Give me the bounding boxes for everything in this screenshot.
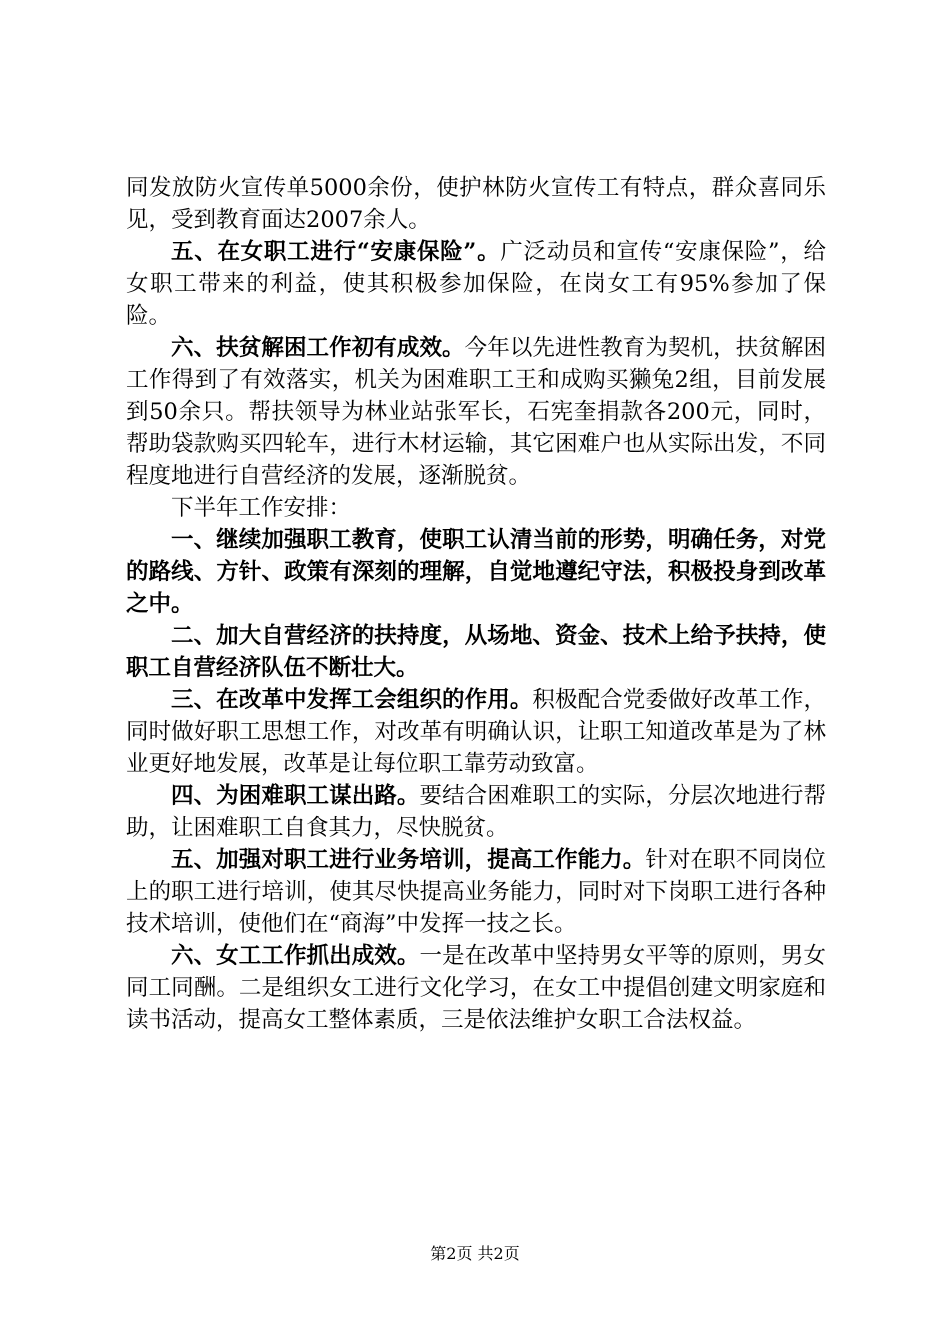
paragraph-text: 下半年工作安排： — [171, 495, 352, 521]
paragraph-plan-4 — [126, 780, 826, 844]
paragraph-text: 针对在职不同岗位上的职工进行培训，使其尽快提高业务能力，同时对下岗职工进行各种技术培训，使他们在“商海”中发挥一技之长。 — [126, 847, 826, 937]
paragraph-continuation — [126, 172, 826, 236]
paragraph-poverty-relief — [126, 332, 826, 492]
paragraph-heading: 六、女工工作抓出成效。 — [171, 943, 420, 969]
paragraph-text: 今年以先进性教育为契机，扶贫解困工作得到了有效落实，机关为困难职工王和成购买獭兔2组，目前发展到50余只。帮扶领导为林业站张军长，石宪奎捐款各200元，同时，帮助袋款购买四轮车，进行木材运输，其它困难户也从实际出发，不同程度地进行自营经济的发展，逐渐脱贫。 — [126, 335, 826, 489]
paragraph-text: 同发放防火宣传单5000余份，使护林防火宣传工有特点，群众喜同乐见，受到教育面达2007余人。 — [126, 175, 826, 233]
paragraph-plan-5 — [126, 844, 826, 940]
paragraph-plan-1 — [126, 524, 826, 620]
paragraph-heading: 三、在改革中发挥工会组织的作用。 — [171, 687, 533, 713]
document-body — [126, 172, 826, 1036]
paragraph-text: 要结合困难职工的实际，分层次地进行帮助，让困难职工自食其力，尽快脱贫。 — [126, 783, 826, 841]
paragraph-insurance — [126, 236, 826, 332]
paragraph-text: 广泛动员和宣传“安康保险”，给女职工带来的利益，使其积极参加保险，在岗女工有95%参加了保险。 — [126, 239, 826, 329]
paragraph-plan-2 — [126, 620, 826, 684]
paragraph-heading: 五、加强对职工进行业务培训，提高工作能力。 — [171, 847, 646, 873]
paragraph-plan-6 — [126, 940, 826, 1036]
paragraph-heading: 五、在女职工进行“安康保险”。 — [171, 239, 501, 265]
paragraph-plan-title — [126, 492, 826, 524]
paragraph-heading: 六、扶贫解困工作初有成效。 — [171, 335, 465, 361]
paragraph-text: 积极配合党委做好改革工作，同时做好职工思想工作，对改革有明确认识，让职工知道改革是为了林业更好地发展，改革是让每位职工靠劳动致富。 — [126, 687, 826, 777]
paragraph-heading: 四、为困难职工谋出路。 — [171, 783, 420, 809]
page-number-footer: 第2页 共2页 — [430, 1244, 520, 1263]
paragraph-plan-3 — [126, 684, 826, 780]
paragraph-heading: 二、加大自营经济的扶持度，从场地、资金、技术上给予扶持，使职工自营经济队伍不断壮大。 — [126, 623, 826, 681]
paragraph-text: 一是在改革中坚持男女平等的原则，男女同工同酬。二是组织女工进行文化学习，在女工中提倡创建文明家庭和读书活动，提高女工整体素质，三是依法维护女职工合法权益。 — [126, 943, 826, 1033]
paragraph-heading: 一、继续加强职工教育，使职工认清当前的形势，明确任务，对党的路线、方针、政策有深刻的理解，自觉地遵纪守法，积极投身到改革之中。 — [126, 527, 826, 617]
